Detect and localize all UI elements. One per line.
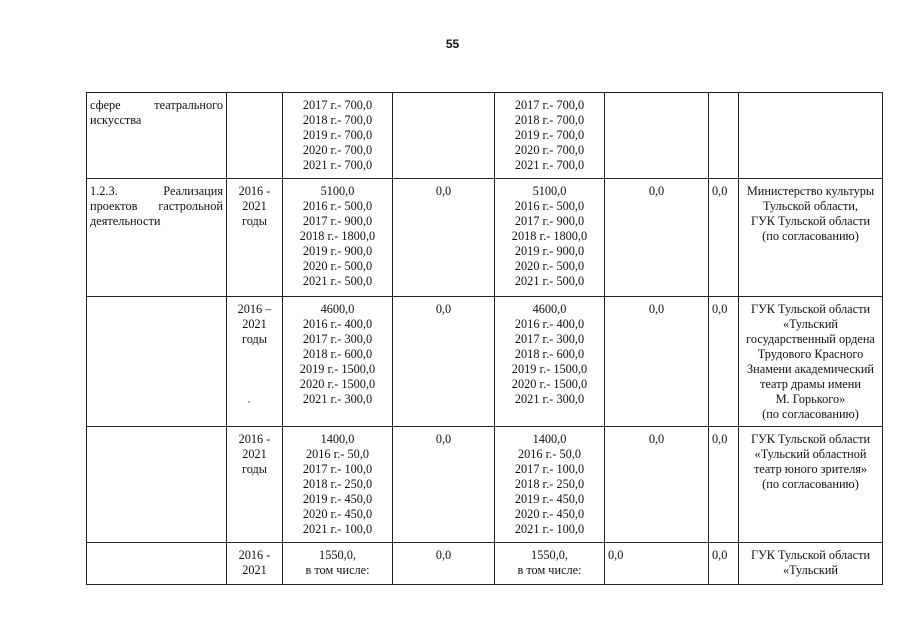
executor-line: «Тульский областной [754,447,867,461]
cell-period [227,297,283,427]
period-line: 2021 [242,317,267,331]
funding-col5-line: 1400,0 [532,432,567,446]
total-funding-line: 2018 г.- 250,0 [302,477,373,491]
cell-executor [739,93,883,179]
cell-funding-col6: 0,0 [605,297,709,427]
period-line: 2016 – [237,302,272,316]
funding-col5-line: 2019 г.- 450,0 [514,492,585,506]
cell-period [227,427,283,543]
cell-period [227,93,283,179]
cell-activity-name [87,93,227,179]
cell-funding-col4: 0,0 [393,543,495,585]
funding-col5-line: 2016 г.- 400,0 [514,317,585,331]
cell-period [227,179,283,297]
cell-funding-col5 [495,543,605,585]
funding-col5-line: 2021 г.- 700,0 [514,158,585,172]
activity-name-word: 1.2.3. [90,184,118,198]
cell-funding-col5 [495,427,605,543]
activity-name-word: искусства [90,113,142,127]
cell-funding-col7 [709,93,739,179]
funding-col5-line: 2018 г.- 600,0 [514,347,585,361]
funding-col5-line: 5100,0 [532,184,567,198]
executor-line: М. Горького» [775,392,846,406]
cell-total-funding [283,93,393,179]
cell-funding-col7: 0,0 [709,427,739,543]
period-line: 2016 - [238,184,271,198]
funding-col5-line: 2018 г.- 250,0 [514,477,585,491]
cell-period [227,543,283,585]
cell-funding-col7: 0,0 [709,297,739,427]
cell-activity-name [87,427,227,543]
activity-name-word: проектов [90,199,138,213]
cell-executor [739,297,883,427]
total-funding-line: 2021 г.- 100,0 [302,522,373,536]
total-funding-line: 2019 г.- 700,0 [302,128,373,142]
total-funding-line: 2017 г.- 300,0 [302,332,373,346]
total-funding-line: 2018 г.- 700,0 [302,113,373,127]
executor-line: (по согласованию) [762,407,859,421]
activity-name-line [90,184,223,199]
total-funding-line: 2020 г.- 450,0 [302,507,373,521]
funding-col5-line: 2017 г.- 900,0 [514,214,585,228]
funding-col5-line: 2020 г.- 500,0 [514,259,585,273]
cell-executor [739,543,883,585]
period-line: 2016 - [238,432,271,446]
total-funding-line: 5100,0 [320,184,355,198]
total-funding-line: 2020 г.- 1500,0 [299,377,376,391]
funding-col5-line: 2016 г.- 50,0 [517,447,582,461]
total-funding-line: 1550,0, [319,548,356,562]
table-row [87,93,883,179]
funding-col5-line: 2017 г.- 300,0 [514,332,585,346]
funding-col5-line: 2019 г.- 1500,0 [511,362,588,376]
total-funding-line: 2021 г.- 500,0 [302,274,373,288]
activity-name-line [90,214,223,229]
funding-col5-line: 1550,0, [531,548,568,562]
total-funding-line: 2017 г.- 100,0 [302,462,373,476]
period-line: 2021 [242,447,267,461]
funding-col5-line: 2018 г.- 1800,0 [511,229,588,243]
cell-total-funding [283,297,393,427]
funding-col5-line: 2020 г.- 1500,0 [511,377,588,391]
cell-activity-name [87,543,227,585]
executor-line: «Тульский [783,317,838,331]
total-funding-line: 2016 г.- 500,0 [302,199,373,213]
funding-col5-line: 2021 г.- 100,0 [514,522,585,536]
table-row [87,543,883,585]
activity-name-word: гастрольной [158,199,223,213]
total-funding-line: 2021 г.- 300,0 [302,392,373,406]
cell-total-funding [283,427,393,543]
activity-name-word: театрального [154,98,223,112]
total-funding-line: 1400,0 [320,432,355,446]
executor-line: (по согласованию) [762,229,859,243]
cell-total-funding [283,179,393,297]
total-funding-line: 2019 г.- 450,0 [302,492,373,506]
funding-col5-line: 2021 г.- 300,0 [514,392,585,406]
cell-funding-col5 [495,297,605,427]
cell-funding-col6: 0,0 [605,543,709,585]
executor-line: Трудового Красного [757,347,864,361]
cell-funding-col7: 0,0 [709,179,739,297]
funding-col5-line: 2019 г.- 700,0 [514,128,585,142]
period-line: 2016 - [238,548,271,562]
table-row [87,427,883,543]
activity-name-word: сфере [90,98,121,112]
period-line: годы [241,332,268,346]
page-number: 55 [445,37,460,51]
scan-speck [248,401,250,403]
total-funding-line: 2018 г.- 600,0 [302,347,373,361]
total-funding-line: 2018 г.- 1800,0 [299,229,376,243]
cell-funding-col7: 0,0 [709,543,739,585]
executor-line: (по согласованию) [762,477,859,491]
activity-name-line [90,98,223,113]
cell-funding-col6: 0,0 [605,179,709,297]
funding-col5-line: 2016 г.- 500,0 [514,199,585,213]
funding-col5-line: 2020 г.- 450,0 [514,507,585,521]
cell-funding-col4: 0,0 [393,179,495,297]
total-funding-line: 2021 г.- 700,0 [302,158,373,172]
cell-funding-col4: 0,0 [393,297,495,427]
budget-table [86,92,883,585]
cell-funding-col4 [393,93,495,179]
executor-line: театр юного зрителя» [753,462,868,476]
executor-line: ГУК Тульской области [750,302,871,316]
total-funding-line: в том числе: [305,563,370,577]
cell-executor [739,427,883,543]
funding-col5-line: 2020 г.- 700,0 [514,143,585,157]
total-funding-line: 4600,0 [320,302,355,316]
total-funding-line: 2019 г.- 900,0 [302,244,373,258]
cell-funding-col6 [605,93,709,179]
period-line: 2021 [242,199,267,213]
period-line: годы [241,214,268,228]
executor-line: Тульской области, [762,199,859,213]
activity-name-line [90,199,223,214]
cell-funding-col6: 0,0 [605,427,709,543]
funding-col5-line: в том числе: [517,563,582,577]
funding-col5-line: 2021 г.- 500,0 [514,274,585,288]
table-body [87,93,883,585]
funding-col5-line: 2019 г.- 900,0 [514,244,585,258]
cell-funding-col5 [495,179,605,297]
cell-funding-col4: 0,0 [393,427,495,543]
total-funding-line: 2019 г.- 1500,0 [299,362,376,376]
activity-name-word: Реализация [163,184,223,198]
funding-col5-line: 2018 г.- 700,0 [514,113,585,127]
total-funding-line: 2020 г.- 700,0 [302,143,373,157]
total-funding-line: 2016 г.- 400,0 [302,317,373,331]
executor-line: государственный ордена [746,332,875,346]
executor-line: ГУК Тульской области [750,548,871,562]
cell-funding-col5 [495,93,605,179]
funding-col5-line: 4600,0 [532,302,567,316]
funding-col5-line: 2017 г.- 100,0 [514,462,585,476]
total-funding-line: 2017 г.- 900,0 [302,214,373,228]
cell-total-funding [283,543,393,585]
period-line: годы [241,462,268,476]
executor-line: Знамени академический [747,362,874,376]
executor-line: ГУК Тульской области [750,432,871,446]
executor-line: ГУК Тульской области [750,214,871,228]
executor-line: «Тульский [783,563,838,577]
table-row [87,179,883,297]
table-row [87,297,883,427]
activity-name-word: деятельности [90,214,161,228]
cell-activity-name [87,297,227,427]
cell-executor [739,179,883,297]
total-funding-line: 2017 г.- 700,0 [302,98,373,112]
executor-line: театр драмы имени [760,377,861,391]
funding-col5-line: 2017 г.- 700,0 [514,98,585,112]
cell-activity-name [87,179,227,297]
executor-line: Министерство культуры [746,184,875,198]
period-line: 2021 [242,563,267,577]
activity-name-line [90,113,223,128]
total-funding-line: 2016 г.- 50,0 [305,447,370,461]
total-funding-line: 2020 г.- 500,0 [302,259,373,273]
